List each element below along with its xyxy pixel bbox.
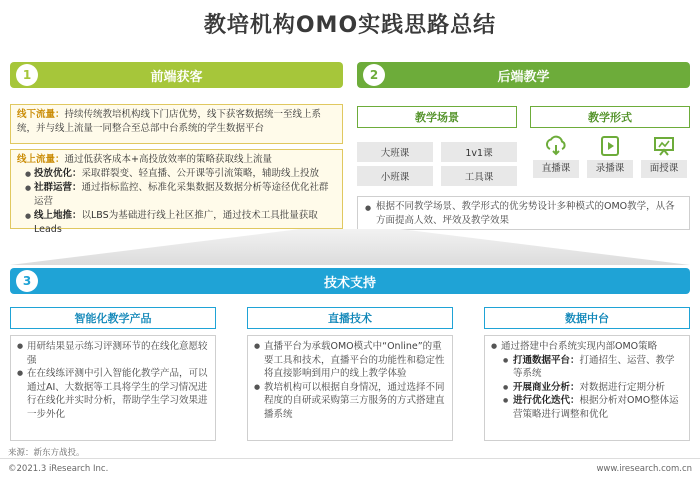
form-face-to-face — [641, 134, 687, 178]
offline-traffic-lead: 线下流量： — [17, 109, 65, 120]
online-traffic-text: 通过低获客成本+高投放效率的策略获取线上流量 — [64, 154, 272, 165]
list-item: ● 开展商业分析：对数据进行定期分析 — [491, 381, 683, 395]
online-traffic-box — [10, 149, 343, 235]
section-tech-support-header — [10, 268, 690, 294]
form-label: 直播课 — [533, 160, 579, 178]
list-item: ● 用研结果显示练习评测环节的在线化意愿较强 — [17, 340, 209, 367]
online-traffic-lead: 线上流量： — [17, 154, 65, 165]
col-data-platform-title: 数据中台 — [484, 307, 690, 329]
col-live-tech-title: 直播技术 — [247, 307, 453, 329]
teaching-note: ● 根据不同教学场景、教学形式的优劣势设计多种模式的OMO教学，从各方面提高人效、坪效及教学效果 — [357, 196, 690, 230]
list-item: ● 直播平台为承载OMO模式中“Online”的重要工具和技术，直播平台的功能性和稳定性将直接影响到用户的线上教学体验 — [254, 340, 446, 381]
list-item: ● 进行优化迭代：根据分析对OMO整体运营策略进行调整和优化 — [491, 394, 683, 421]
col-smart-products-body — [10, 335, 216, 441]
live-stream-icon — [544, 134, 568, 158]
col-smart-products-title: 智能化教学产品 — [10, 307, 216, 329]
teaching-form-title: 教学形式 — [530, 106, 690, 128]
col-live-tech-body — [247, 335, 453, 441]
section-number: 3 — [16, 270, 38, 292]
section-number: 2 — [363, 64, 385, 86]
list-item: ● 通过搭建中台系统实现内部OMO策略 — [491, 340, 683, 354]
scene-chip: 大班课 — [357, 142, 433, 162]
face-to-face-icon — [652, 134, 676, 158]
form-label: 录播课 — [587, 160, 633, 178]
list-item: ● 投放优化：采取群裂变、轻直播、公开课等引流策略，辅助线上投放 — [25, 167, 336, 181]
form-recorded — [587, 134, 633, 178]
list-item: ● 在在线练评测中引入智能化教学产品，可以通过AI、大数据等工具将学生的学习情况进行在线化并实时分析，帮助学生学习效果进一步外化 — [17, 367, 209, 421]
teaching-scene-title: 教学场景 — [357, 106, 517, 128]
section-label: 前端获客 — [150, 69, 203, 85]
section-front-acquisition-header — [10, 62, 343, 88]
scene-chip: 1v1课 — [441, 142, 517, 162]
page-title: 教培机构OMO实践思路总结 — [203, 13, 497, 38]
section-backend-teaching-header — [357, 62, 690, 88]
source-note: 来源：新东方战投。 — [8, 448, 85, 458]
copyright: ©2021.3 iResearch Inc. — [8, 464, 109, 474]
section-label: 后端教学 — [497, 69, 550, 85]
recorded-video-icon — [598, 134, 622, 158]
form-label: 面授课 — [641, 160, 687, 178]
scene-chip: 工具课 — [441, 166, 517, 186]
website-link[interactable]: www.iresearch.com.cn — [596, 464, 692, 474]
section-number: 1 — [16, 64, 38, 86]
form-live — [533, 134, 579, 178]
col-data-platform-body — [484, 335, 690, 441]
offline-traffic-box — [10, 104, 343, 144]
list-item: ● 社群运营：通过指标监控、标准化采集数据及数据分析等途径优化社群运营 — [25, 181, 336, 209]
list-item: ● 教培机构可以根据自身情况，通过选择不同程度的自研或采购第三方服务的方式搭建直播系统 — [254, 381, 446, 422]
connector-shape — [0, 229, 700, 265]
scene-chip: 小班课 — [357, 166, 433, 186]
section-label: 技术支持 — [323, 275, 376, 291]
footer-divider — [0, 458, 700, 459]
list-item: ● 打通数据平台：打通招生、运营、教学等系统 — [491, 354, 683, 381]
list-item: ● 线上地推：以LBS为基础进行线上社区推广，通过技术工具批量获取Leads — [25, 209, 336, 237]
offline-traffic-text: 持续传统教培机构线下门店优势，线下获客数据统一至线上系统，并与线上流量一同整合至总部中台系统的学生数据平台 — [17, 109, 322, 134]
